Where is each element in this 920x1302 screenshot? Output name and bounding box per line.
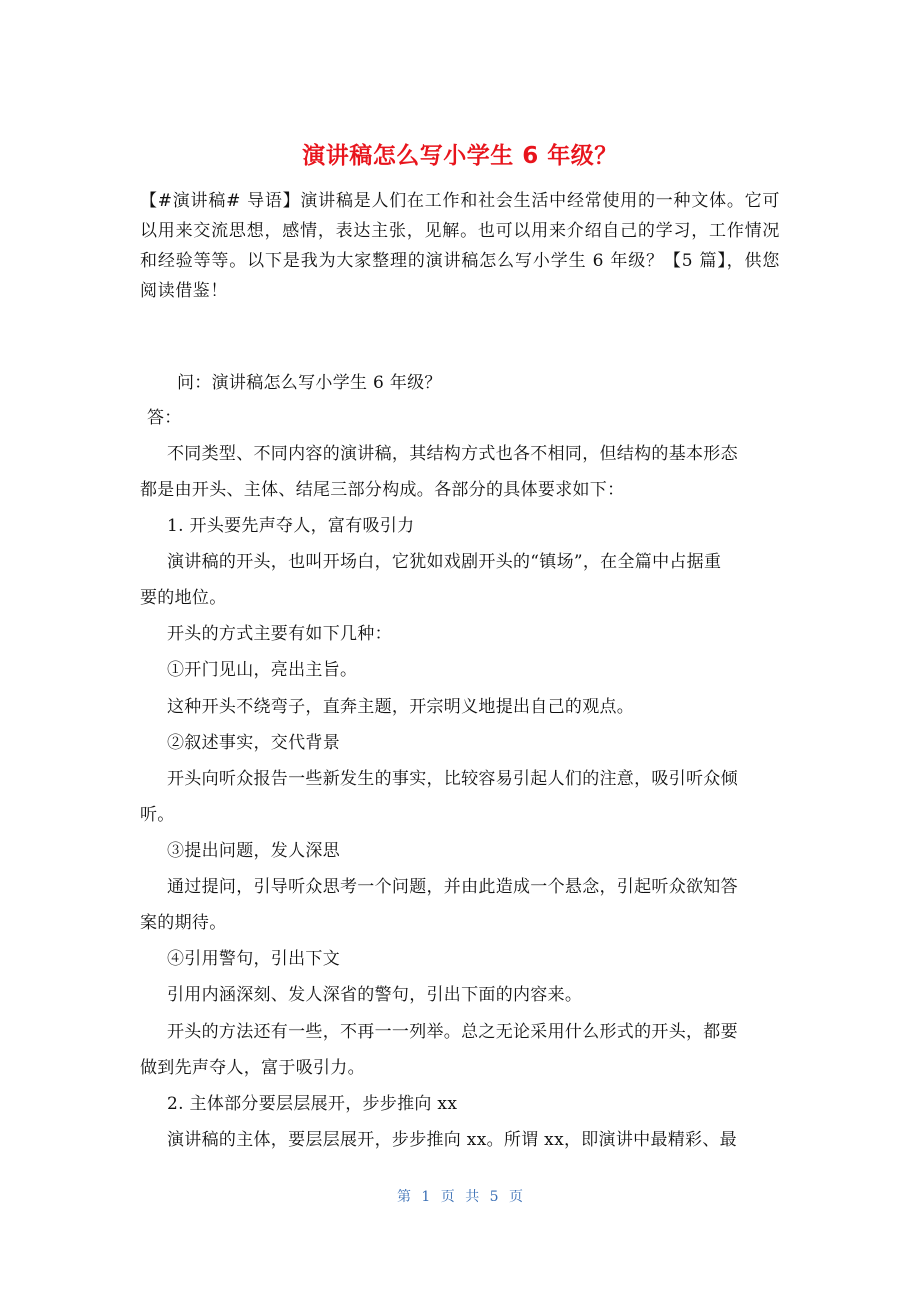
body-line: 要的地位。	[140, 588, 227, 608]
body-line: 不同类型、不同内容的演讲稿，其结构方式也各不相同，但结构的基本形态	[167, 444, 738, 464]
list-item-heading: ①开门见山，亮出主旨。	[167, 660, 358, 680]
section-heading: 2. 主体部分要层层展开，步步推向 xx	[167, 1094, 458, 1114]
body-line: 开头的方法还有一些，不再一一列举。总之无论采用什么形式的开头，都要	[167, 1022, 738, 1042]
list-item-heading: ④引用警句，引出下文	[167, 949, 340, 969]
intro-paragraph: 【#演讲稿# 导语】演讲稿是人们在工作和社会生活中经常使用的一种文体。它可以用来交流思想，感情，表达主张，见解。也可以用来介绍自己的学习，工作情况和经验等等。以下是我为大家整理的演讲稿怎么写小学生 6 年级？【5 篇】，供您阅读借鉴！	[140, 191, 780, 301]
answer-label: 答：	[147, 408, 182, 428]
page-title: 演讲稿怎么写小学生 6 年级？	[302, 143, 618, 169]
body-line: 案的期待。	[140, 913, 227, 933]
question-line: 问：演讲稿怎么写小学生 6 年级？	[177, 373, 442, 393]
body-line: 演讲稿的开头，也叫开场白，它犹如戏剧开头的“镇场”，在全篇中占据重	[167, 552, 722, 572]
section-heading: 1. 开头要先声夺人，富有吸引力	[167, 516, 415, 536]
body-line: 这种开头不绕弯子，直奔主题，开宗明义地提出自己的观点。	[167, 697, 635, 717]
list-item-heading: ②叙述事实，交代背景	[167, 733, 340, 753]
body-line: 听。	[140, 805, 175, 825]
body-line: 通过提问，引导听众思考一个问题，并由此造成一个悬念，引起听众欲知答	[167, 877, 738, 897]
body-line: 引用内涵深刻、发人深省的警句，引出下面的内容来。	[167, 985, 583, 1005]
body-line: 开头的方式主要有如下几种：	[167, 624, 392, 644]
body-line: 演讲稿的主体，要层层展开，步步推向 xx。所谓 xx，即演讲中最精彩、最	[167, 1130, 737, 1150]
body-line: 都是由开头、主体、结尾三部分构成。各部分的具体要求如下：	[140, 480, 625, 500]
body-line: 开头向听众报告一些新发生的事实，比较容易引起人们的注意，吸引听众倾	[167, 769, 738, 789]
page-footer: 第 1 页 共 5 页	[396, 1189, 524, 1205]
list-item-heading: ③提出问题，发人深思	[167, 841, 340, 861]
body-line: 做到先声夺人，富于吸引力。	[140, 1058, 365, 1078]
